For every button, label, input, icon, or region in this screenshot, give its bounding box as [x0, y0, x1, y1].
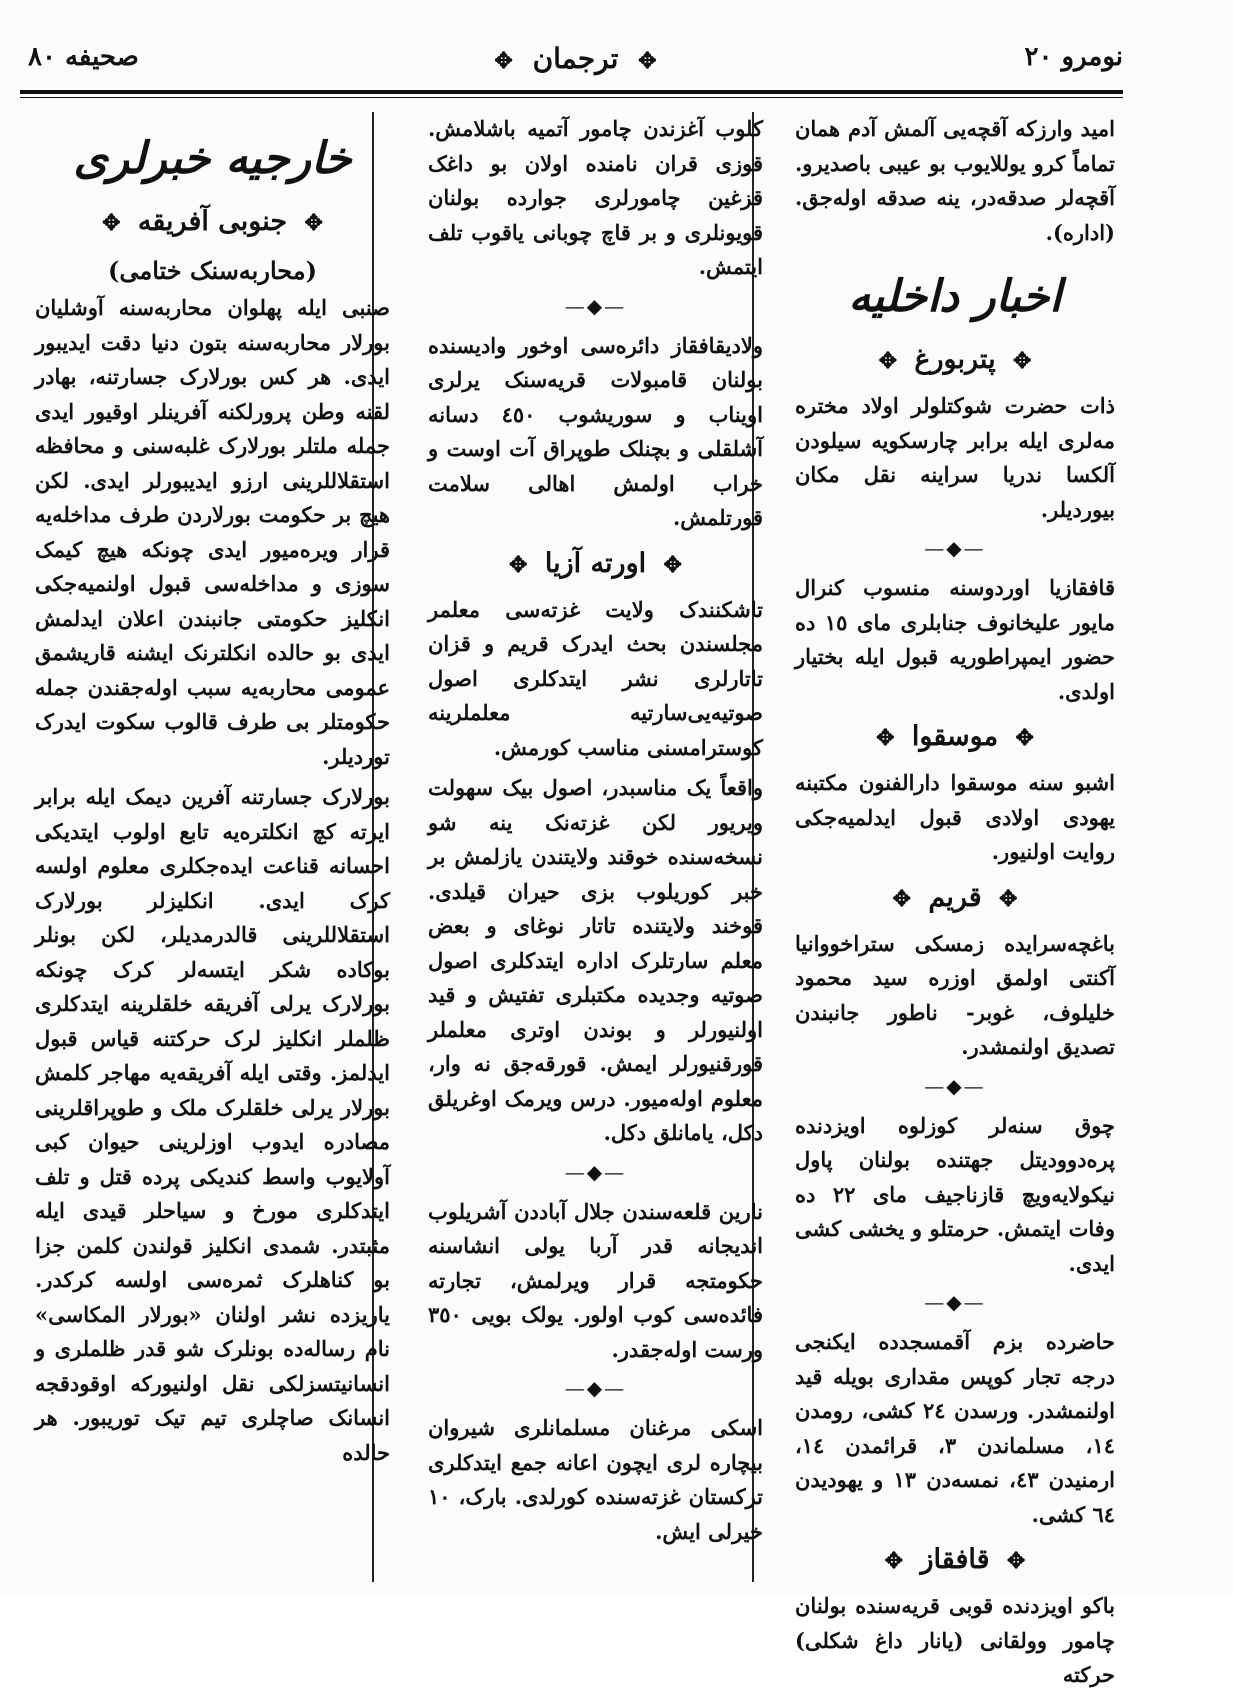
page-header [28, 30, 1123, 90]
heading-moscow: موسقوا [911, 721, 999, 752]
paragraph: واقعاً یک مناسبدر، اصول بیک سهولت ویریور لکن غزته‌نک ینه شو نسخه‌سنده خوقند ولایتندن یازلمش بر خبر کوریلوب بزی حیران قیلدی. قوخند ولایتنده تاتار نوغای و بعض معلم سارتلرک اداره ایتدکلری اصول صوتیه وجدیده مکتبلری تفتیش و قید اولنیورلر و بوندن اوتری معلملر قورقنیورلر ایمش. قورقه‌جق نه وار، معلوم اوله‌میور. درس ویرمک اوغریلق دکل، یامانلق دکل. [428, 775, 763, 1145]
ornament-icon: ✥ [892, 885, 911, 912]
ornament-icon: ✥ [884, 1548, 904, 1574]
ornament-icon: ✥ [663, 551, 682, 578]
section-heading [428, 542, 763, 587]
paragraph: چوق سنه‌لر کوزلوه اویزدنده پره‌دوودیتل جهتنده بولنان پاول نیکولایه‌ویچ قازناجیف مای ٢٢ ده وفات ایتمش. حرمتلو و یخشی کشی ایدی. [795, 1112, 1115, 1276]
paragraph: کلوب آغزندن چامور آتمیه باشلامش. قوزی قران نامنده اولان بو داغک قزغین چامورلری جوارده بولنان قویونلری و بر قاچ چوبانی یاقوب تلف ایتمش. [428, 116, 763, 279]
paragraph: ولادیقافقاز دائره‌سی اوخور وادیسنده بولنان قامبولات قریه‌سنک یرلری اویناب و سوریشوب ٤٥٠ دسانه آشلقلی و بچنلک طوپراق آت اوست و خراب اولمش اهالی سلامت قورتلمش. [428, 332, 763, 530]
paragraph: باغچه‌سرایده زمسکی ستراخووانیا آکنتی اولمق اوزره سید محمود خلیلوف، غوبر- ناطور جانبندن تصدیق اولنمشدر. [795, 930, 1115, 1059]
newspaper-title: ترجمان [532, 42, 619, 75]
ornament-icon: ✥ [638, 48, 657, 74]
heading-petersburg: پتربورغ [914, 344, 996, 375]
page-number: صحیفه ٨٠ [28, 42, 139, 72]
ornament-icon: ✥ [1012, 348, 1032, 374]
divider-icon: —◆— [924, 536, 986, 560]
header-rule-thin [20, 97, 1123, 98]
section-heading [795, 338, 1115, 383]
ornament-icon: ✥ [1015, 725, 1034, 751]
paragraph: اشبو سنه موسقوا دارالفنون مکتبنه یهودی اولادی قبول ایدلمیه‌جکی روایت اولنیور. [795, 770, 1115, 864]
ornament-icon: ✥ [304, 210, 323, 236]
paragraph: امید وارزکه آقچه‌یی آلمش آدم همان تماماً کرو یوللایوب بو عیبی باصدیرو. آقچه‌لر صدقه‌در، ینه صدقه اوله‌جق. (اداره). [795, 116, 1115, 245]
ornament-icon: ✥ [878, 348, 897, 374]
heading-south-africa: جنوبی آفریقه [137, 206, 288, 237]
paragraph: باکو اویزدنده قوبی قریه‌سنده بولنان چامور وولقانی (یانار داغ شکلی) حرکته [795, 1593, 1115, 1687]
masthead [484, 42, 666, 75]
divider-icon: —◆— [564, 1159, 627, 1184]
ornament-icon: ✥ [509, 551, 528, 578]
paragraph: حاضرده بزم آقمسجدده ایکنجی درجه تجار کوپس مقداری بویله قید اولنمشدر. ورسدن ٢٤ کشی، رومدن ١٤، مسلماندن ٣، قرائمدن ١٤، ارمنیدن ٤٣، نمسه‌دن ١٣ و یهودیدن ٦٤ کشی. [795, 1329, 1116, 1527]
paragraph: اسکی مرغنان مسلمانلری شیروان بیچاره لری ایچون اعانه جمع ایتدکلری ترکستان غزته‌سنده کورلدی. بارک، ١٠ خیرلی ایش. [428, 1415, 763, 1544]
subheading: (محاربه‌سنک ختامی) [108, 256, 317, 285]
ornament-icon: ✥ [494, 48, 513, 74]
header-rule [20, 90, 1123, 94]
column-right [795, 112, 1116, 1687]
paragraph: قافقازیا اوردوسنه منسوب کنرال مایور علیخانوف جنابلری مای ١٥ ده حضور ایمپراطوریه قبول ایله بختیار اولدی. [795, 575, 1115, 704]
divider-icon: —◆— [564, 293, 627, 318]
column-left [35, 112, 390, 1582]
ornament-icon: ✥ [1006, 1548, 1026, 1574]
paragraph: تاشکنندک ولایت غزته‌سی معلمر مجلسندن بحث ایدرک قریم و قزان تاتارلری نشر ایتدکلری اصول صوتیه‌یی‌سارتیه معلملرینه کوسترامسنی مناسب کورمش. [428, 596, 763, 760]
divider-icon: —◆— [924, 1073, 986, 1098]
section-heading [35, 200, 390, 245]
heading-central-asia: اورته آزیا [544, 547, 647, 579]
divider-icon: —◆— [924, 1290, 986, 1314]
section-title-domestic-news: اخبار داخلیه [848, 271, 1062, 322]
ornament-icon: ✥ [876, 725, 895, 751]
heading-crimea: قریم [928, 881, 982, 913]
ornament-icon: ✥ [102, 210, 121, 236]
paragraph: صنبی ایله پهلوان محاربه‌سنه آوشلیان بورلار محاربه‌سنه بتون دنیا دقت ایدیبور ایدی. هر کس بورلارک جسارتنه، بهادر لقنه وطن پرورلکنه آفرینلر اوقیور ایدی جمله ملتلر بورلارک غلبه‌سنی و محافظه استقلاللرینی ارزو ایدیبورلر ایدی. لکن هیچ بر حکومت بورلاردن طرف مداخله‌یه قرار ویره‌میور ایدی چونکه هیچ کیمک سوزی و مداخله‌سی قبول اولنمیه‌جکی انکلیز حکومتی جانبندن اعلان ایدلمش ایدی بو حالده انکلترنک ایشنه قاریشمق عمومی محاربه‌یه سبب اوله‌جقندن جمله حکومتلر بی طرف قالوب سکوت ایدرک توردیلر. [35, 295, 390, 769]
divider-icon: —◆— [564, 1376, 627, 1400]
paragraph: ذات حضرت شوکتلولر اولاد مختره مه‌لری ایله برابر چارسکویه سیلودن آلکسا ندریا سراینه نقل مکان بیوردیلر. [795, 393, 1115, 522]
section-heading [795, 715, 1115, 760]
issue-number: نومرو ٢٠ [1024, 42, 1123, 72]
section-title-foreign-news: خارجیه خبرلری [73, 133, 352, 184]
section-heading [795, 1538, 1115, 1583]
section-heading [795, 876, 1115, 921]
column-middle [428, 112, 763, 1582]
paragraph: نارین قلعه‌سندن جلال آباددن آشریلوب اندیجانه قدر آربا یولی انشاسنه حکومتجه قرار ویرلمش، تجارته فائده‌سی کوب اولور. یولک بویی ٣٥٠ ورست اوله‌جقدر. [428, 1198, 763, 1362]
heading-caucasus: قافقاز [920, 1544, 990, 1575]
paragraph: بورلارک جسارتنه آفرین دیمک ایله برابر ایرته کچ انکلتره‌یه تابع اولوب ایتدیکی احسانه قناعت ایده‌جکلری معلوم اولسه کرک ایدی. انکلیزلر بورلارک استقلاللرینی قالدرمدیلر، لکن بونلر بوکاده شکر ایتسه‌لر کرک چونکه بورلارک یرلی آفریقه خلقلرینه ایتدکلری ظلملر انکلیز لرک حرکتنه قیاس قبول ایدلمز. وقتی ایله آفریقه‌یه مهاجر کلمش بورلار یرلی خلقلرک ملک و طوپراقلرینی مصادره ایدوب اوزلرینی حیوان کبی آولایوب واسط کندیکی پرده قتل و تلف ایتدکلری مورخ و سیاحلر قیدی ایله مثبتدر. شمدی انکلیز قولندن کلمن جزا بو کناهلرک ثمره‌سی اولسه کرکدر. یاریزده نشر اولنان «بورلار المکاسی» نام رساله‌ده بونلرک شو قدر ظلملری و انسانیتسزلکی نقل اولنیورکه اوقودقجه انسانک صاچلری تیم تیک توریبور. هر حالده [35, 784, 390, 1465]
ornament-icon: ✥ [999, 885, 1018, 912]
